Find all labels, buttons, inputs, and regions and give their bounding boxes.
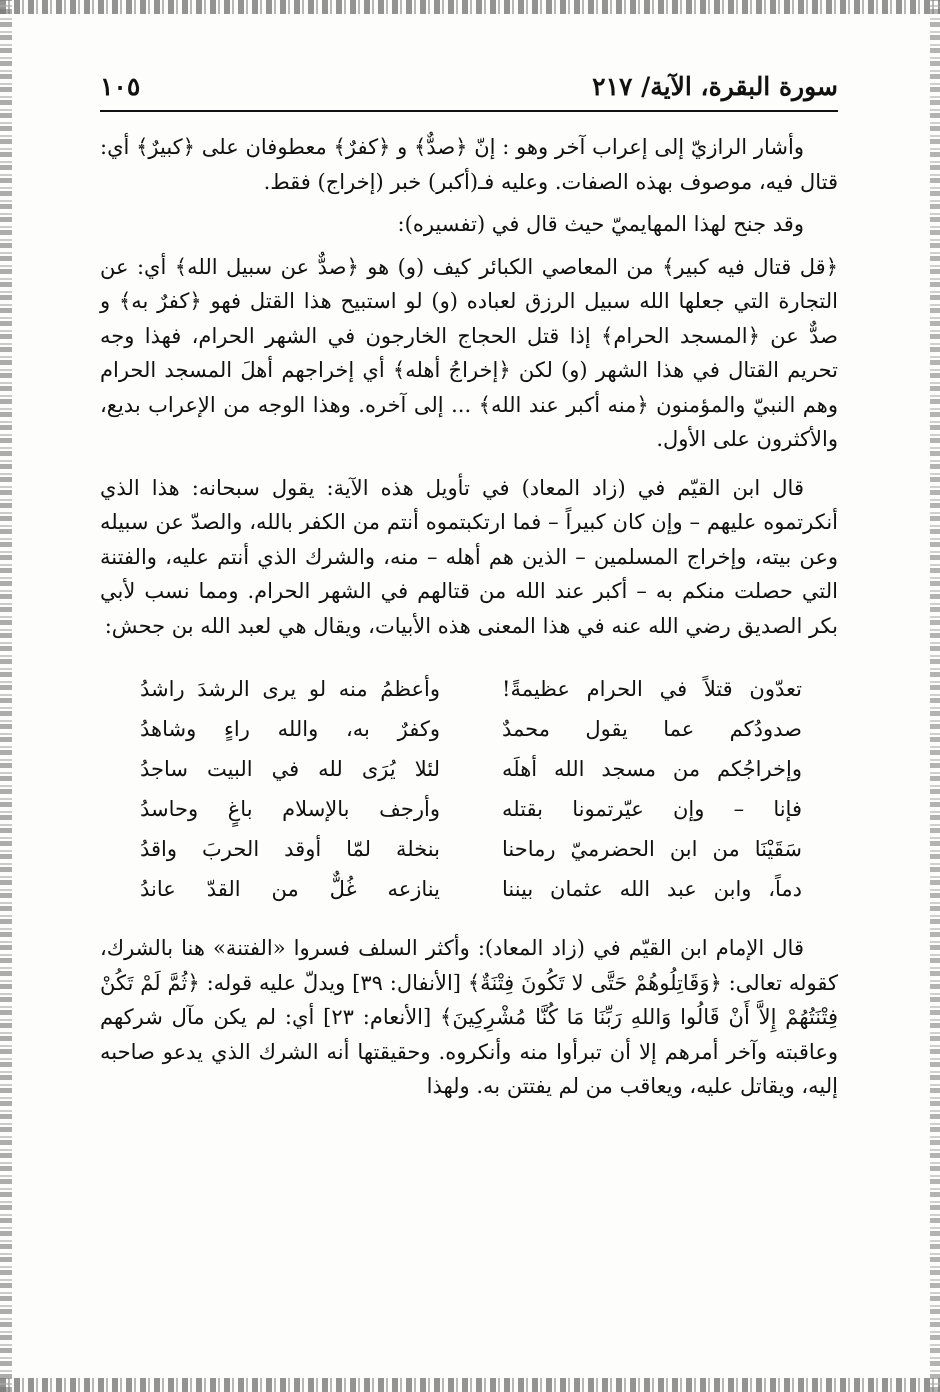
ornament-border-bottom <box>0 1378 940 1392</box>
paragraph-fitna: قال الإمام ابن القيّم في (زاد المعاد): وأكثر السلف فسروا «الفتنة» هنا بالشرك، كقوله تعالى: ﴿وَقَاتِلُوهُمْ حَتَّى لا تَكُونَ فِتْنَةٌ﴾ [الأنفال: ٣٩] ويدلّ عليه قوله: ﴿ثُمَّ لَمْ تَكُنْ فِتْنَتُهُمْ إِلاَّ أَنْ قَالُوا وَاللهِ رَبِّنَا مَا كُنَّا مُشْرِكِينَ﴾ [الأنعام: ٢٣] أي: لم يكن مآل شركهم وعاقبته وآخر أمرهم إلا أن تبرأوا منه وأنكروه. وحقيقتها أنه الشرك الذي يدعو صاحبه إليه، ويقاتل عليه، ويعاقب من لم يفتتن به. ولهذا <box>100 936 838 1098</box>
poem <box>100 669 838 909</box>
poem-verse <box>110 669 818 709</box>
page-number: ١٠٥ <box>100 71 141 101</box>
poem-second-hemistich: وأعظمُ منه لو يرى الرشدَ راشدُ <box>140 677 440 701</box>
poem-first-hemistich: تعدّون قتلاً في الحرام عظيمةً! <box>502 677 802 701</box>
ornament-border-left <box>0 0 12 1392</box>
poem-first-hemistich: سَقَيْنَا من ابن الحضرميّ رماحنا <box>502 837 802 861</box>
paragraph-ibn-qayyim: قال ابن القيّم في (زاد المعاد) في تأويل هذه الآية: يقول سبحانه: هذا الذي أنكرتموه عليهم – وإن كان كبيراً – فما ارتكبتموه أنتم من الكفر بالله، والصدّ عن سبيله وعن بيته، وإخراج المسلمين – الذين هم أهله – منه، والشرك الذي أنتم عليه، والفتنة التي حصلت منكم به – أكبر عند الله من قتالهم في الشهر الحرام. ومما نسب لأبي بكر الصديق رضي الله عنه في هذا المعنى هذه الأبيات، ويقال هي لعبد الله بن جحش: <box>100 475 838 638</box>
poem-first-hemistich: دماً، وابن عبد الله عثمان بيننا <box>502 877 802 901</box>
poem-verse <box>110 749 818 789</box>
ornament-border-right <box>930 0 940 1392</box>
paragraph-mahaimi-intro: وقد جنح لهذا المهايميّ حيث قال في (تفسيره): <box>397 212 804 236</box>
poem-second-hemistich: ينازعه غُلٌّ من القدّ عاندُ <box>140 877 440 901</box>
header-rule <box>100 110 838 112</box>
ornament-border-top <box>0 0 940 14</box>
poem-verse <box>110 869 818 909</box>
page-body <box>100 130 838 1118</box>
poem-second-hemistich: وكفرٌ به، والله راءٍ وشاهدُ <box>140 717 440 741</box>
page-header <box>100 66 838 106</box>
poem-second-hemistich: بنخلة لمّا أوقد الحربَ واقدُ <box>140 837 440 861</box>
poem-verse <box>110 709 818 749</box>
surah-title: سورة البقرة، الآية/ ٢١٧ <box>592 71 838 101</box>
poem-verse <box>110 829 818 869</box>
poem-second-hemistich: لئلا يُرَى لله في البيت ساجدُ <box>140 757 440 781</box>
paragraph-razi: وأشار الرازيّ إلى إعراب آخر وهو : إنّ ﴿صدٌّ﴾ و ﴿كفرٌ﴾ معطوفان على ﴿كبيرٌ﴾ أي: قتال فيه، موصوف بهذه الصفات. وعليه فـ(أكبر) خبر (إخراج) فقط. <box>100 135 838 194</box>
poem-first-hemistich: فإنا – وإن عيّرتمونا بقتله <box>502 797 802 821</box>
poem-second-hemistich: وأرجف بالإسلام باغٍ وحاسدُ <box>140 797 440 821</box>
poem-verse <box>110 789 818 829</box>
paragraph-mahaimi-tafsir: ﴿قل قتال فيه كبير﴾ من المعاصي الكبائر كيف (و) هو ﴿صدٌّ عن سبيل الله﴾ أي: عن التجارة التي جعلها الله سبيل الرزق لعباده (و) لو استبيح هذا القتل فهو ﴿كفرٌ به﴾ و صدٌّ عن ﴿المسجد الحرام﴾ إذا قتل الحجاج الخارجون في الشهر الحرام، فهذا وجه تحريم القتال في هذا الشهر (و) لكن ﴿إخراجُ أهله﴾ أي إخراجهم أهلَ المسجد الحرام وهم النبيّ والمؤمنون ﴿منه أكبر عند الله﴾ ... إلى آخره. وهذا الوجه من الإعراب بديع، والأكثرون على الأول. <box>100 254 838 451</box>
poem-first-hemistich: صدودُكم عما يقول محمدٌ <box>502 717 802 741</box>
poem-first-hemistich: وإخراجُكم من مسجد الله أهلَه <box>502 757 802 781</box>
